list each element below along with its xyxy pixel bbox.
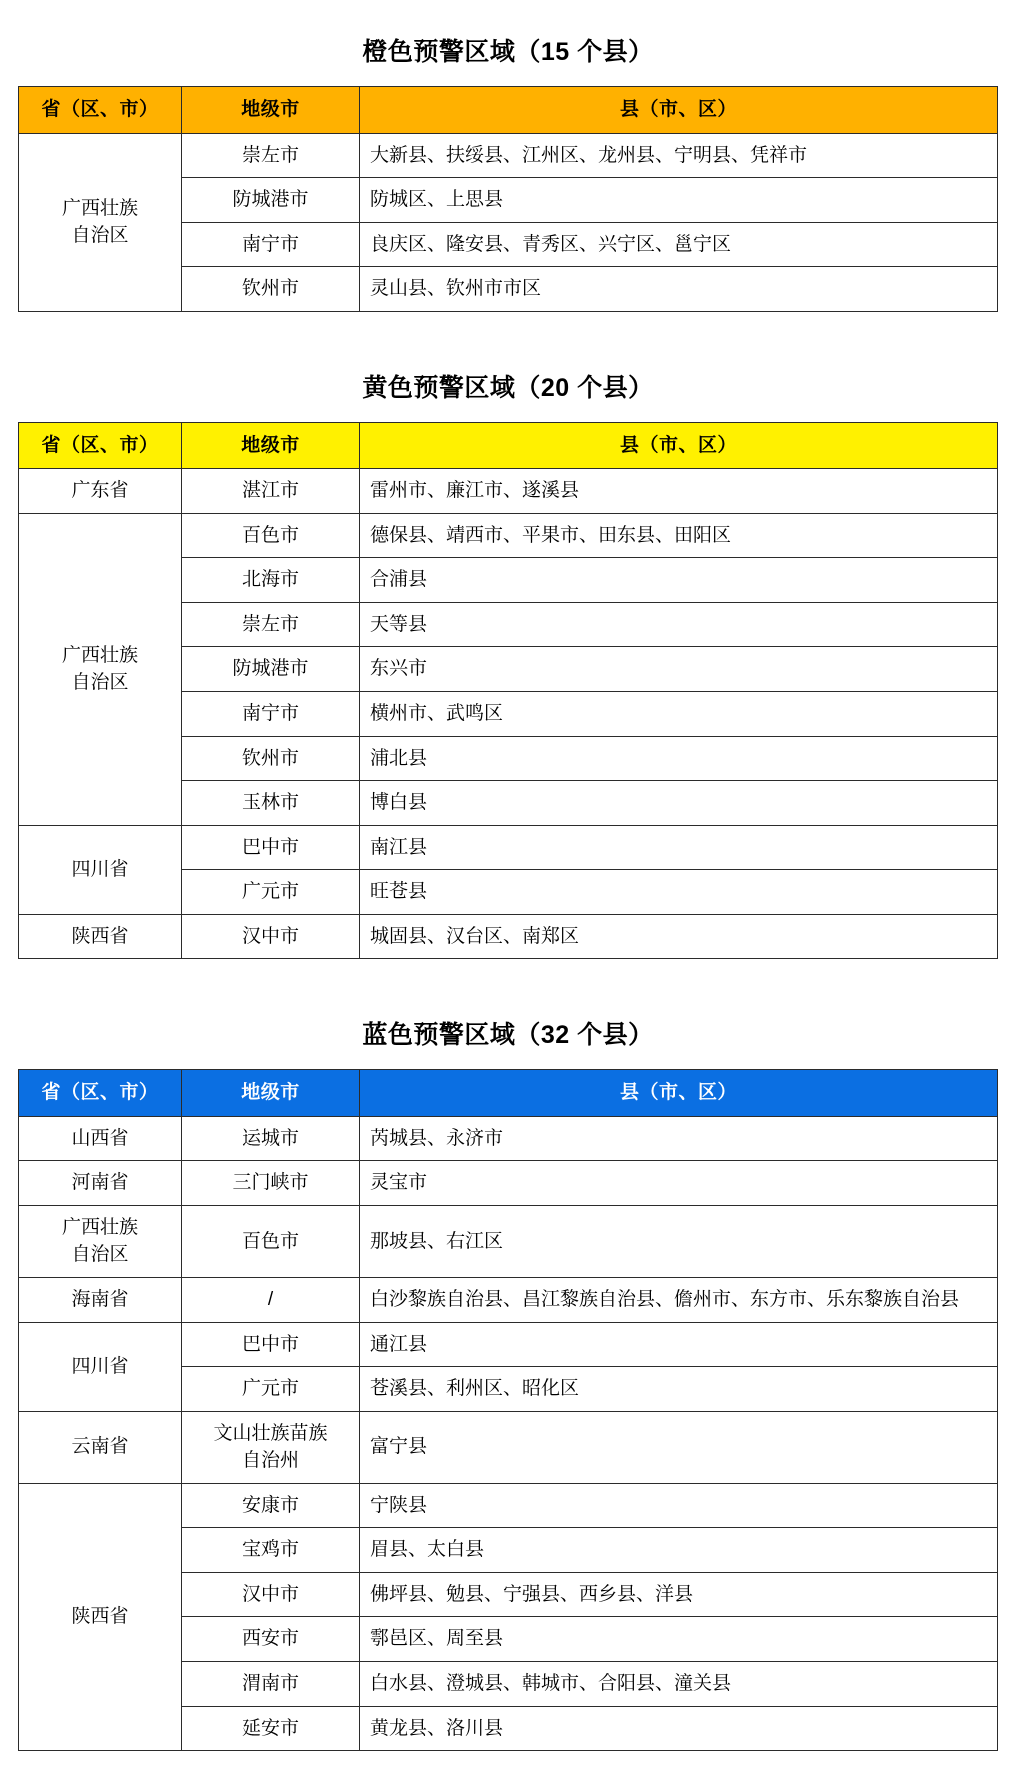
counties-cell: 旺苍县 — [360, 870, 998, 915]
counties-cell: 东兴市 — [360, 647, 998, 692]
city-cell: 崇左市 — [182, 133, 360, 178]
city-cell: 南宁市 — [182, 222, 360, 267]
table-row — [19, 469, 998, 514]
section-title: 蓝色预警区域（32 个县） — [362, 1021, 654, 1050]
counties-cell: 雷州市、廉江市、遂溪县 — [360, 469, 998, 514]
column-header: 省（区、市） — [19, 1070, 182, 1117]
city-cell: 安康市 — [182, 1483, 360, 1528]
city-cell: 玉林市 — [182, 781, 360, 826]
counties-cell: 灵山县、钦州市市区 — [360, 267, 998, 312]
counties-cell: 博白县 — [360, 781, 998, 826]
province-cell: 山西省 — [19, 1116, 182, 1161]
warning-table — [18, 422, 998, 960]
table-row — [19, 1161, 998, 1206]
city-cell: 文山壮族苗族 自治州 — [182, 1411, 360, 1483]
warning-table — [18, 86, 998, 312]
city-cell: 宝鸡市 — [182, 1528, 360, 1573]
province-cell: 陕西省 — [19, 914, 182, 959]
counties-cell: 那坡县、右江区 — [360, 1205, 998, 1277]
province-cell: 广西壮族 自治区 — [19, 513, 182, 825]
table-row — [19, 1116, 998, 1161]
counties-cell: 富宁县 — [360, 1411, 998, 1483]
table-row — [19, 1205, 998, 1277]
table-header-row — [19, 1070, 998, 1117]
table-row — [19, 133, 998, 178]
document-page — [0, 32, 1016, 1777]
city-cell: 防城港市 — [182, 178, 360, 223]
counties-cell: 芮城县、永济市 — [360, 1116, 998, 1161]
column-header: 县（市、区） — [360, 87, 998, 134]
counties-cell: 德保县、靖西市、平果市、田东县、田阳区 — [360, 513, 998, 558]
table-row — [19, 1411, 998, 1483]
city-cell: 巴中市 — [182, 1322, 360, 1367]
city-cell: 广元市 — [182, 1367, 360, 1412]
city-cell: 延安市 — [182, 1706, 360, 1751]
province-cell: 广西壮族 自治区 — [19, 1205, 182, 1277]
city-cell: 防城港市 — [182, 647, 360, 692]
column-header: 省（区、市） — [19, 87, 182, 134]
city-cell: 崇左市 — [182, 602, 360, 647]
province-cell: 四川省 — [19, 1322, 182, 1411]
counties-cell: 鄠邑区、周至县 — [360, 1617, 998, 1662]
table-header-row — [19, 422, 998, 469]
counties-cell: 眉县、太白县 — [360, 1528, 998, 1573]
counties-cell: 天等县 — [360, 602, 998, 647]
province-cell: 河南省 — [19, 1161, 182, 1206]
column-header: 地级市 — [182, 1070, 360, 1117]
city-cell: 巴中市 — [182, 825, 360, 870]
city-cell: 汉中市 — [182, 1572, 360, 1617]
city-cell: 北海市 — [182, 558, 360, 603]
counties-cell: 大新县、扶绥县、江州区、龙州县、宁明县、凭祥市 — [360, 133, 998, 178]
counties-cell: 灵宝市 — [360, 1161, 998, 1206]
city-cell: 百色市 — [182, 1205, 360, 1277]
counties-cell: 南江县 — [360, 825, 998, 870]
section-spacer — [18, 1751, 998, 1777]
province-cell: 云南省 — [19, 1411, 182, 1483]
section-title: 黄色预警区域（20 个县） — [362, 373, 654, 402]
province-cell: 四川省 — [19, 825, 182, 914]
counties-cell: 合浦县 — [360, 558, 998, 603]
city-cell: 广元市 — [182, 870, 360, 915]
city-cell: 钦州市 — [182, 736, 360, 781]
table-row — [19, 825, 998, 870]
counties-cell: 浦北县 — [360, 736, 998, 781]
city-cell: / — [182, 1278, 360, 1323]
counties-cell: 苍溪县、利州区、昭化区 — [360, 1367, 998, 1412]
section-title: 橙色预警区域（15 个县） — [362, 38, 654, 66]
counties-cell: 白沙黎族自治县、昌江黎族自治县、儋州市、东方市、乐东黎族自治县 — [360, 1278, 998, 1323]
city-cell: 汉中市 — [182, 914, 360, 959]
warning-section — [18, 368, 998, 986]
table-row — [19, 513, 998, 558]
counties-cell: 良庆区、隆安县、青秀区、兴宁区、邕宁区 — [360, 222, 998, 267]
warning-section — [18, 1015, 998, 1777]
city-cell: 钦州市 — [182, 267, 360, 312]
table-row — [19, 1278, 998, 1323]
city-cell: 渭南市 — [182, 1661, 360, 1706]
counties-cell: 宁陕县 — [360, 1483, 998, 1528]
table-header-row — [19, 87, 998, 134]
counties-cell: 白水县、澄城县、韩城市、合阳县、潼关县 — [360, 1661, 998, 1706]
province-cell: 陕西省 — [19, 1483, 182, 1750]
column-header: 县（市、区） — [360, 1070, 998, 1117]
column-header: 地级市 — [182, 87, 360, 134]
province-cell: 广西壮族 自治区 — [19, 133, 182, 311]
province-cell: 海南省 — [19, 1278, 182, 1323]
counties-cell: 佛坪县、勉县、宁强县、西乡县、洋县 — [360, 1572, 998, 1617]
counties-cell: 防城区、上思县 — [360, 178, 998, 223]
city-cell: 三门峡市 — [182, 1161, 360, 1206]
counties-cell: 黄龙县、洛川县 — [360, 1706, 998, 1751]
table-row — [19, 914, 998, 959]
counties-cell: 城固县、汉台区、南郑区 — [360, 914, 998, 959]
city-cell: 西安市 — [182, 1617, 360, 1662]
city-cell: 百色市 — [182, 513, 360, 558]
warning-sections — [18, 32, 998, 1777]
column-header: 县（市、区） — [360, 422, 998, 469]
warning-section — [18, 32, 998, 338]
column-header: 省（区、市） — [19, 422, 182, 469]
warning-table — [18, 1069, 998, 1751]
city-cell: 南宁市 — [182, 692, 360, 737]
section-spacer — [18, 312, 998, 338]
table-row — [19, 1322, 998, 1367]
column-header: 地级市 — [182, 422, 360, 469]
city-cell: 运城市 — [182, 1116, 360, 1161]
table-row — [19, 1483, 998, 1528]
province-cell: 广东省 — [19, 469, 182, 514]
counties-cell: 通江县 — [360, 1322, 998, 1367]
counties-cell: 横州市、武鸣区 — [360, 692, 998, 737]
city-cell: 湛江市 — [182, 469, 360, 514]
section-spacer — [18, 959, 998, 985]
